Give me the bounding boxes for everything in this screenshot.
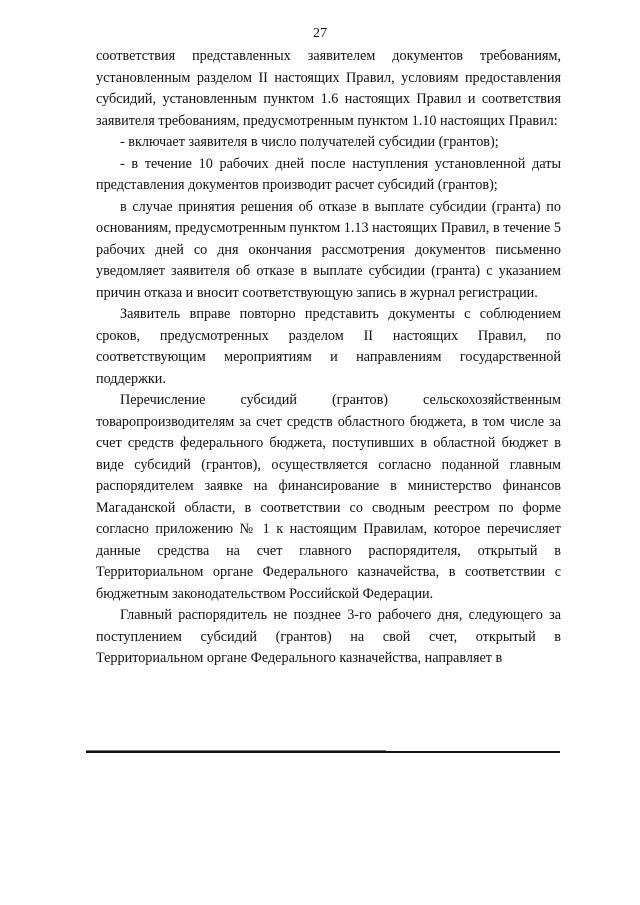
paragraph-5: Заявитель вправе повторно представить документы с соблюдением сроков, предусмотренных разделом II настоящих Правил, по соответствующим мероприятиям и направлениям государственной поддержки.: [96, 306, 561, 387]
page-number: 27: [313, 26, 327, 41]
paragraph-6: Перечисление субсидий (грантов) сельскохозяйственным товаропроизводителям за счет средств областного бюджета, в том числе за счет средств федерального бюджета, поступивших в областной бюджет в виде субсидий (грантов), осуществляется согласно поданной главным распорядителем заявке на финансирование в министерство финансов Магаданской области, в соответствии со сводным реестром по форме согласно приложению № 1 к настоящим Правилам, которое перечисляет данные средства на счет главного распорядителя, открытый в Территориальном органе Федерального казначейства, в соответствии с бюджетным законодательством Российской Федерации.: [96, 392, 561, 602]
footer-divider: [86, 751, 560, 753]
paragraph-2: - включает заявителя в число получателей субсидии (грантов);: [120, 134, 499, 150]
paragraph-3: - в течение 10 рабочих дней после наступления установленной даты представления документов производит расчет субсидий (грантов);: [96, 155, 561, 193]
paragraph-7: Главный распорядитель не позднее 3-го рабочего дня, следующего за поступлением субсидий (грантов) на свой счет, открытый в Территориальном органе Федерального казначейства, направляет в: [96, 607, 561, 666]
paragraph-4: в случае принятия решения об отказе в выплате субсидии (гранта) по основаниям, предусмотренным пунктом 1.13 настоящих Правил, в течение 5 рабочих дней со дня окончания рассмотрения документов письменно уведомляет заявителя об отказе в выплате субсидии (гранта) с указанием причин отказа и вносит соответствующую запись в журнал регистрации.: [96, 198, 561, 301]
document-body: [96, 46, 561, 670]
paragraph-1: соответствия представленных заявителем документов требованиям, установленным разделом II настоящих Правил, условиям предоставления субсидий, установленным пунктом 1.6 настоящих Правил и соответствия заявителя требованиям, предусмотренным пунктом 1.10 настоящих Правил:: [96, 48, 561, 129]
